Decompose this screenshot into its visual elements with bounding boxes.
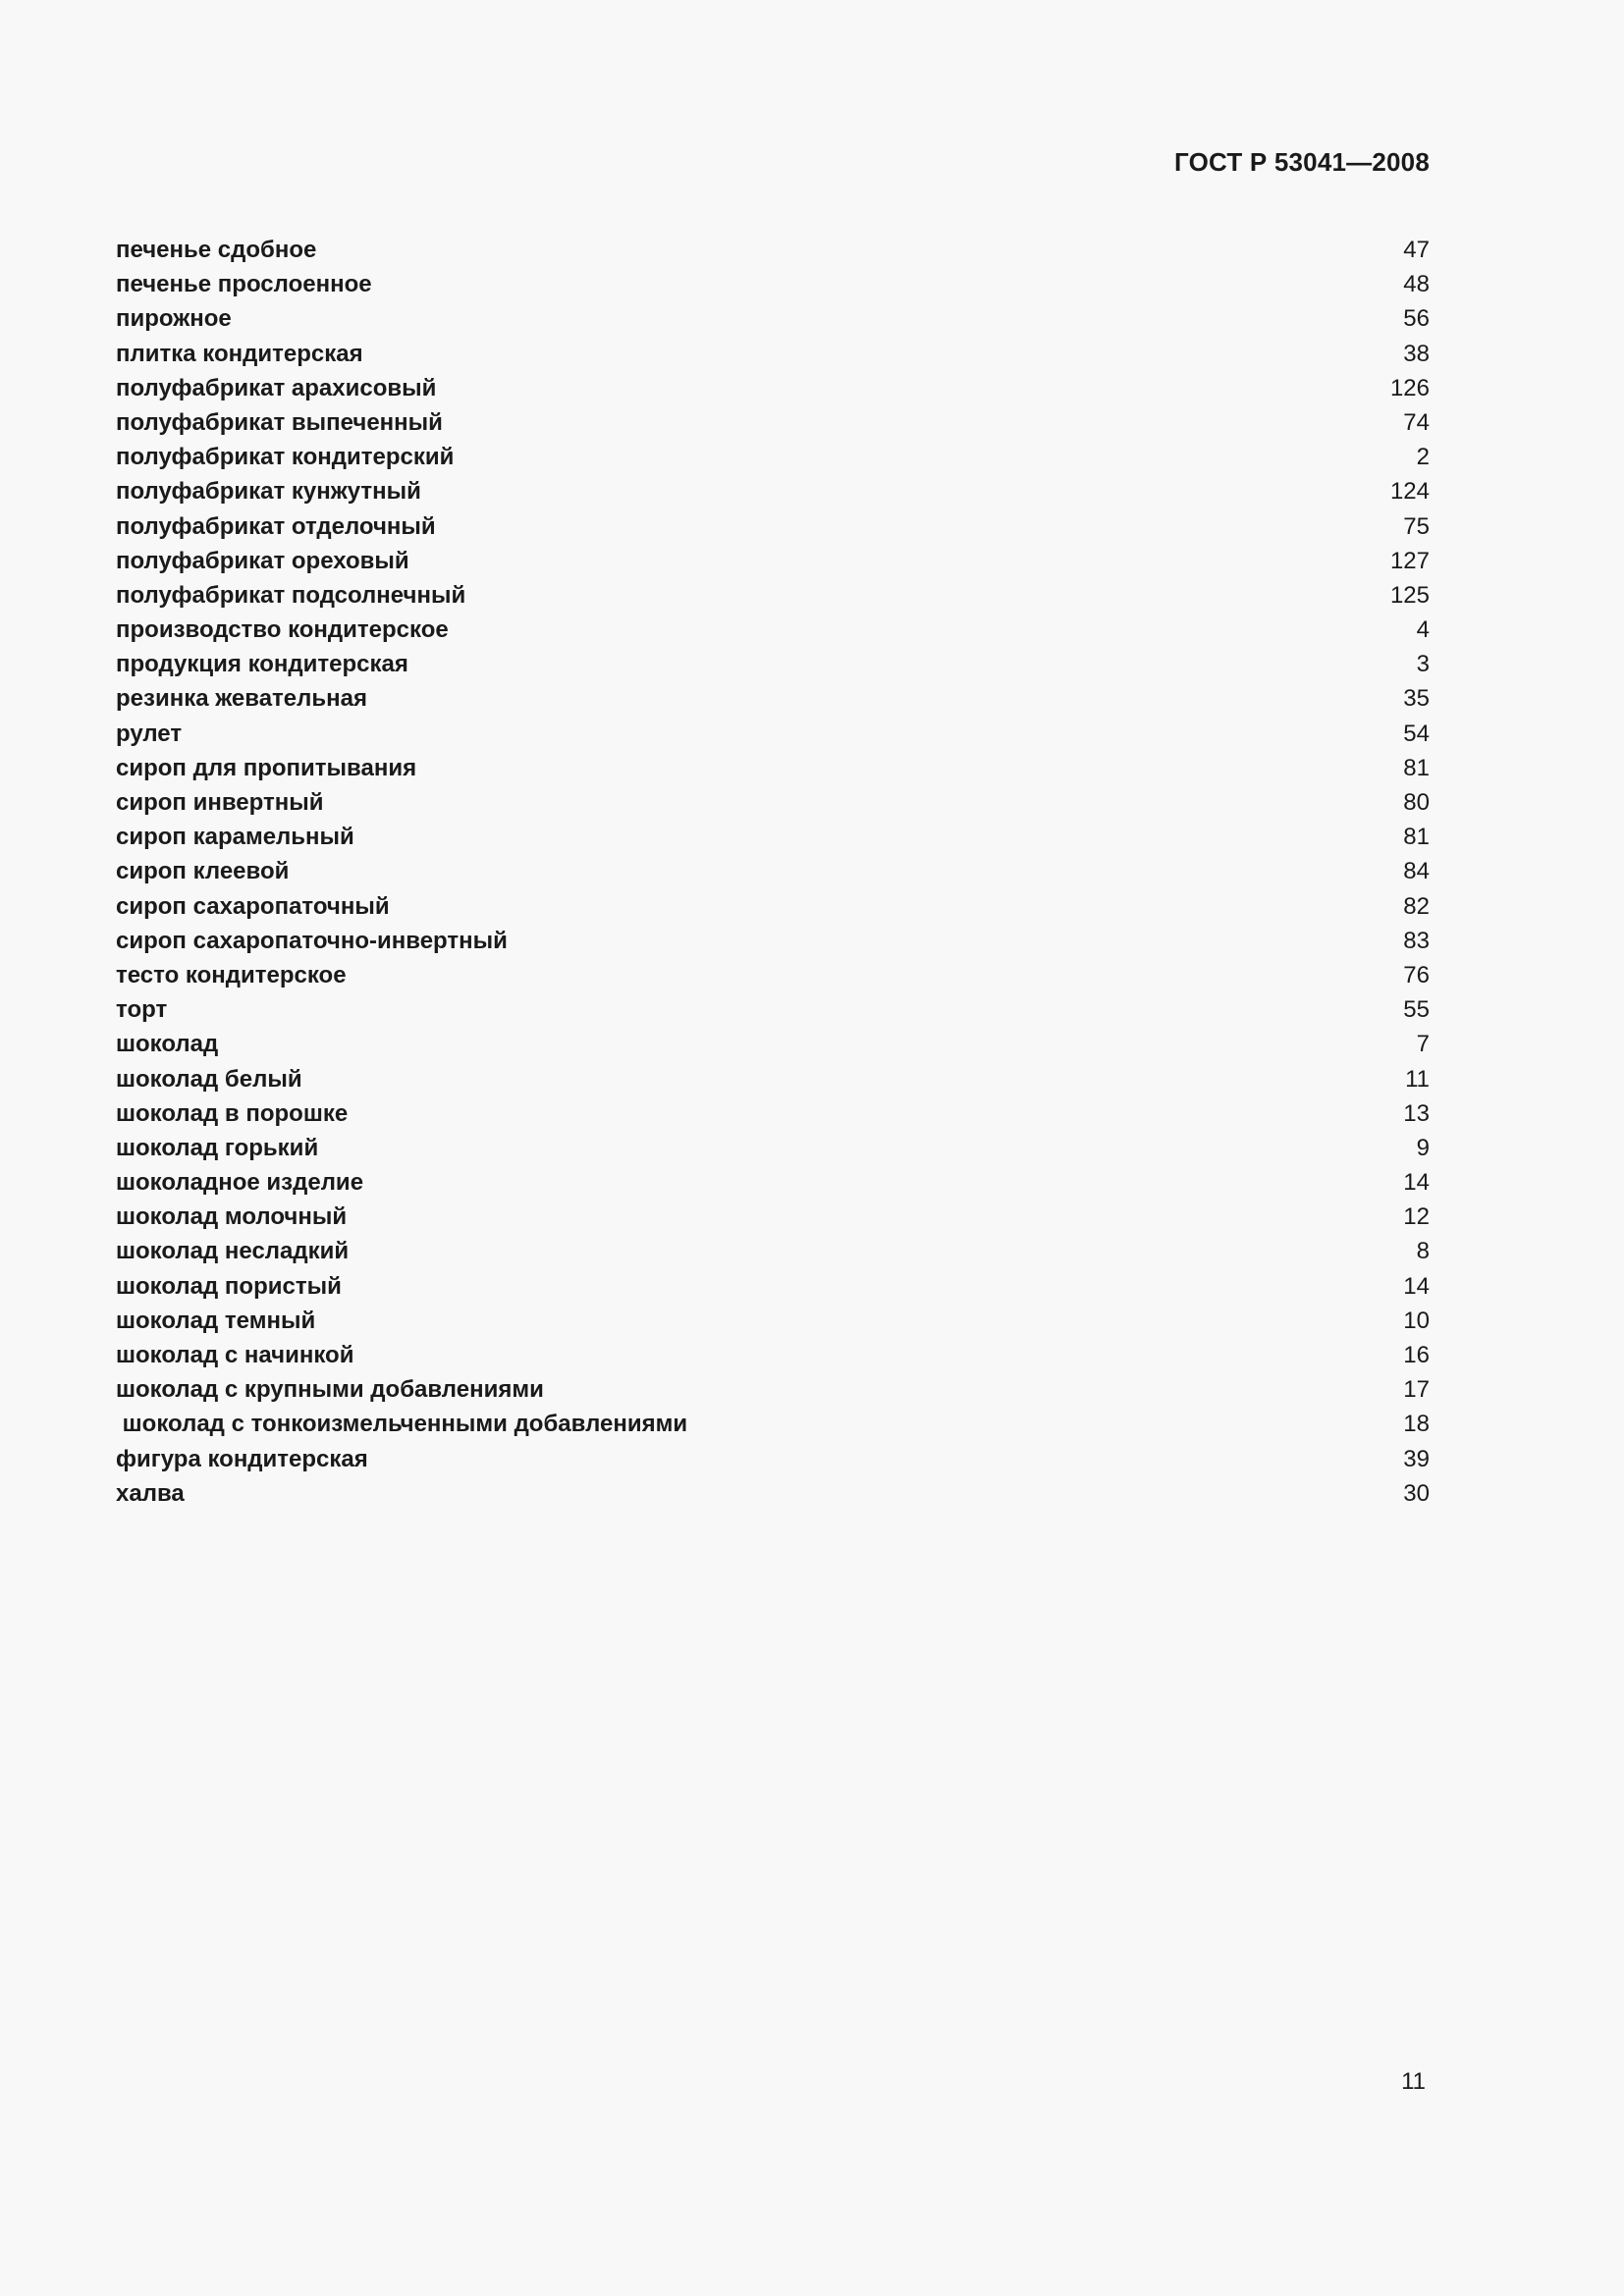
index-term: сироп клеевой	[116, 858, 290, 885]
index-ref: 83	[1403, 927, 1430, 954]
index-term: шоколад темный	[116, 1307, 316, 1334]
index-term: шоколад с крупными добавлениями	[116, 1376, 544, 1404]
index-term: тесто кондитерское	[116, 961, 347, 988]
index-term: полуфабрикат подсолнечный	[116, 581, 466, 609]
index-term: фигура кондитерская	[116, 1445, 368, 1472]
index-entry	[116, 405, 1430, 440]
index-entry	[116, 1407, 1430, 1441]
index-term: полуфабрикат ореховый	[116, 547, 409, 574]
index-ref: 17	[1403, 1376, 1430, 1404]
index-entry	[116, 1476, 1430, 1511]
index-term: продукция кондитерская	[116, 651, 408, 678]
index-term: полуфабрикат отделочный	[116, 512, 436, 540]
index-ref: 14	[1403, 1272, 1430, 1300]
index-entry	[116, 717, 1430, 751]
index-ref: 11	[1405, 1065, 1430, 1093]
index-entry	[116, 1372, 1430, 1407]
document-header: ГОСТ Р 53041—2008	[1174, 147, 1430, 177]
index-entry	[116, 440, 1430, 474]
index-ref: 74	[1403, 408, 1430, 436]
index-entry	[116, 578, 1430, 613]
index-term: шоколад горький	[116, 1134, 319, 1161]
index-entry	[116, 1442, 1430, 1476]
index-term: сироп карамельный	[116, 824, 354, 851]
index-entry	[116, 474, 1430, 508]
index-term: полуфабрикат кондитерский	[116, 444, 455, 471]
index-entry	[116, 681, 1430, 716]
index-term: сироп для пропитывания	[116, 754, 417, 781]
index-term: шоколад с начинкой	[116, 1342, 354, 1368]
index-term: полуфабрикат кунжутный	[116, 478, 421, 506]
index-term: производство кондитерское	[116, 616, 449, 644]
index-ref: 76	[1403, 961, 1430, 988]
index-ref: 82	[1403, 892, 1430, 920]
index-entry	[116, 1165, 1430, 1200]
index-term: плитка кондитерская	[116, 340, 363, 367]
index-ref: 125	[1389, 581, 1430, 609]
index-entry	[116, 992, 1430, 1027]
index-term: шоколад в порошке	[116, 1099, 349, 1127]
index-entry	[116, 1304, 1430, 1338]
index-entry	[116, 371, 1430, 405]
index-term: сироп инвертный	[116, 789, 324, 816]
index-term: сироп сахаропаточный	[116, 892, 390, 920]
index-ref: 81	[1403, 754, 1430, 781]
index-entry	[116, 924, 1430, 958]
index-entry	[116, 958, 1430, 992]
index-ref: 126	[1389, 374, 1430, 401]
alphabetical-index	[116, 233, 1430, 1511]
index-entry	[116, 1338, 1430, 1372]
index-term: полуфабрикат арахисовый	[116, 374, 437, 401]
index-ref: 18	[1403, 1411, 1430, 1438]
index-ref: 35	[1403, 685, 1430, 713]
index-ref: 16	[1403, 1342, 1430, 1368]
index-entry	[116, 613, 1430, 647]
index-ref: 80	[1403, 789, 1430, 816]
index-entry	[116, 1269, 1430, 1304]
index-entry	[116, 1096, 1430, 1131]
index-ref: 9	[1416, 1134, 1430, 1161]
index-entry	[116, 337, 1430, 371]
index-entry	[116, 1234, 1430, 1268]
index-entry	[116, 509, 1430, 544]
index-term: резинка жевательная	[116, 685, 367, 713]
index-entry	[116, 267, 1430, 301]
index-term: шоколадное изделие	[116, 1169, 364, 1197]
index-ref: 13	[1403, 1099, 1430, 1127]
index-entry	[116, 751, 1430, 785]
index-ref: 47	[1403, 237, 1430, 263]
index-term: шоколад с тонкоизмельченными добавлениями	[116, 1411, 688, 1438]
index-ref: 124	[1389, 478, 1430, 506]
index-ref: 8	[1416, 1238, 1430, 1265]
index-entry	[116, 854, 1430, 888]
index-ref: 39	[1403, 1445, 1430, 1472]
index-term: шоколад пористый	[116, 1272, 342, 1300]
index-ref: 48	[1403, 271, 1430, 298]
index-term: торт	[116, 996, 168, 1024]
index-ref: 2	[1416, 444, 1430, 471]
index-term: полуфабрикат выпеченный	[116, 408, 443, 436]
index-term: шоколад белый	[116, 1065, 302, 1093]
index-entry	[116, 820, 1430, 854]
index-entry	[116, 233, 1430, 267]
index-entry	[116, 1062, 1430, 1096]
page-number: 11	[1401, 2068, 1426, 2095]
index-term: рулет	[116, 720, 183, 747]
index-ref: 56	[1403, 305, 1430, 333]
index-ref: 14	[1403, 1169, 1430, 1197]
index-ref: 7	[1416, 1031, 1430, 1058]
index-entry	[116, 301, 1430, 336]
index-ref: 81	[1403, 824, 1430, 851]
index-entry	[116, 785, 1430, 820]
index-entry	[116, 1131, 1430, 1165]
index-ref: 4	[1416, 616, 1430, 644]
index-entry	[116, 889, 1430, 924]
index-entry	[116, 647, 1430, 681]
index-ref: 54	[1403, 720, 1430, 747]
index-term: шоколад	[116, 1031, 219, 1058]
index-ref: 55	[1403, 996, 1430, 1024]
index-entry	[116, 1200, 1430, 1234]
index-term: шоколад несладкий	[116, 1238, 350, 1265]
index-term: сироп сахаропаточно-инвертный	[116, 927, 508, 954]
index-ref: 12	[1403, 1203, 1430, 1231]
index-ref: 38	[1403, 340, 1430, 367]
index-term: печенье сдобное	[116, 237, 317, 263]
index-ref: 3	[1416, 651, 1430, 678]
index-ref: 75	[1403, 512, 1430, 540]
index-ref: 127	[1389, 547, 1430, 574]
index-ref: 10	[1403, 1307, 1430, 1334]
index-entry	[116, 544, 1430, 578]
index-ref: 30	[1403, 1479, 1430, 1507]
index-entry	[116, 1027, 1430, 1061]
index-ref: 84	[1403, 858, 1430, 885]
index-term: пирожное	[116, 305, 232, 333]
index-term: шоколад молочный	[116, 1203, 348, 1231]
index-term: печенье прослоенное	[116, 271, 372, 298]
index-term: халва	[116, 1479, 185, 1507]
